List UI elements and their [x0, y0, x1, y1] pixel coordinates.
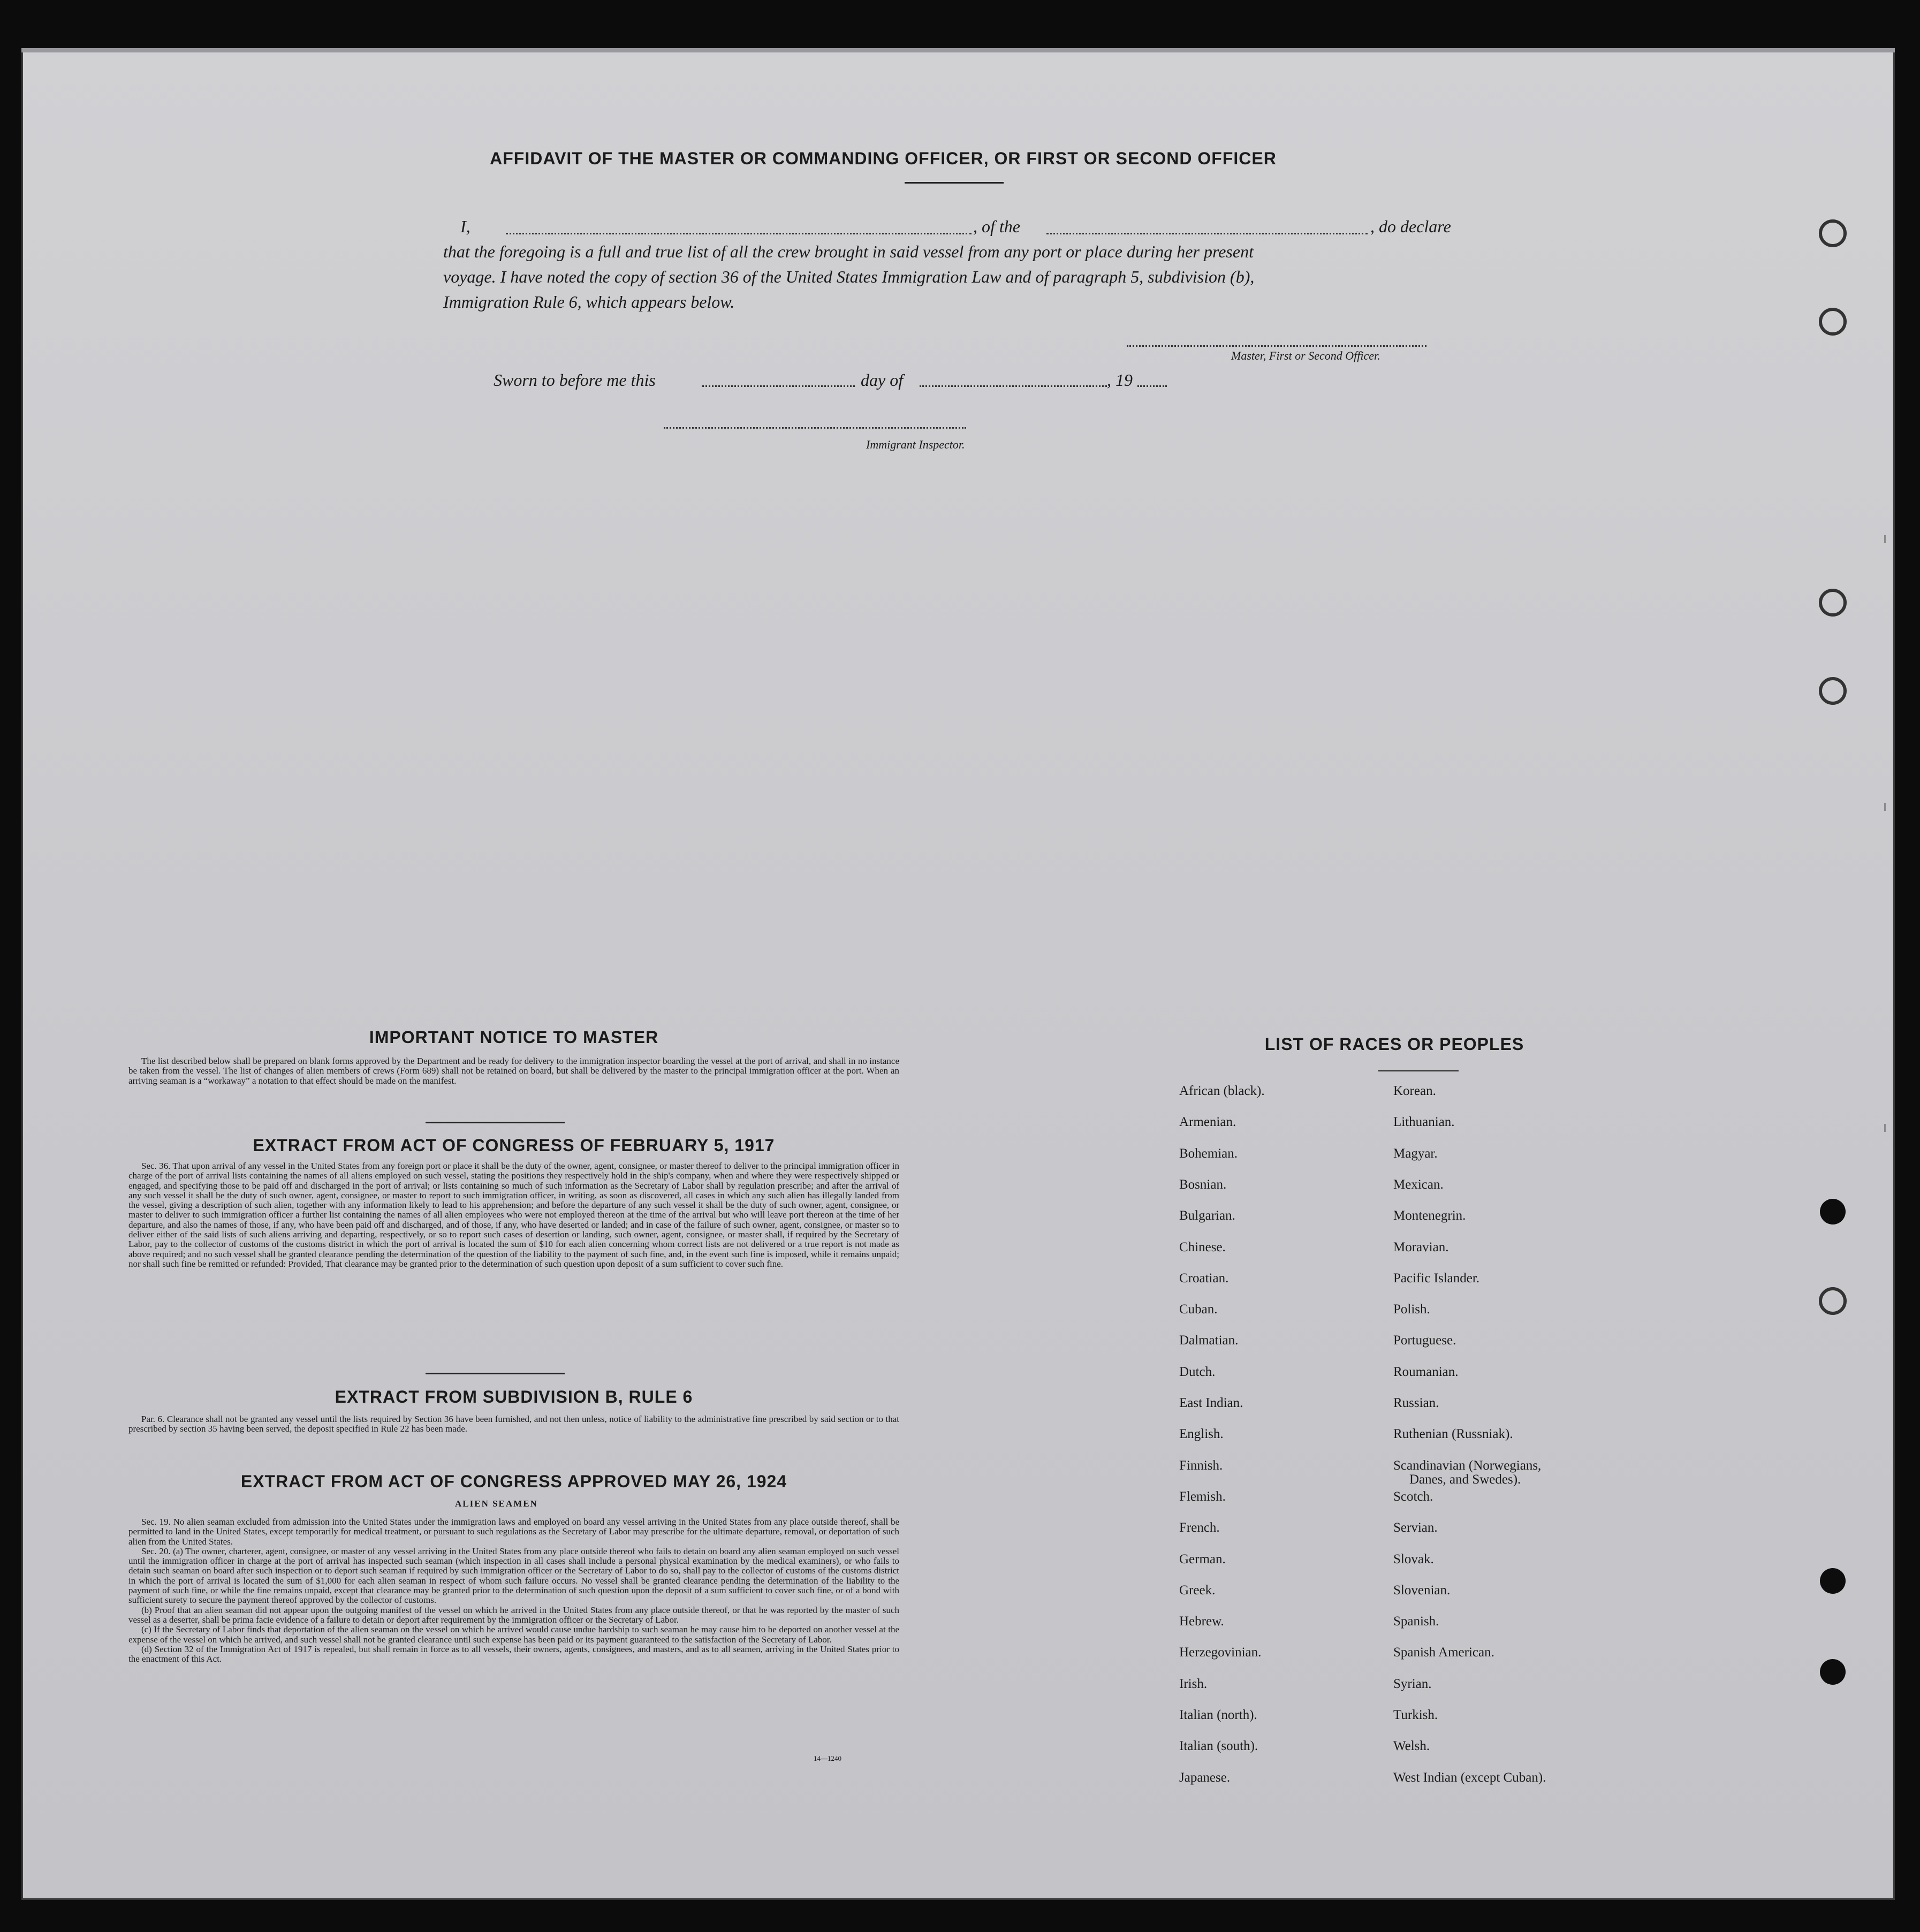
affidavit-of-the: , of the — [973, 217, 1020, 236]
race-item: Russian. — [1393, 1396, 1439, 1410]
binder-hole — [1819, 219, 1847, 247]
race-item: Servian. — [1393, 1520, 1438, 1535]
race-item: Slovenian. — [1393, 1583, 1451, 1598]
notice-title: IMPORTANT NOTICE TO MASTER — [369, 1028, 659, 1047]
race-item: Scotch. — [1393, 1489, 1433, 1504]
race-item: Cuban. — [1179, 1302, 1218, 1317]
edge-mark — [1884, 803, 1886, 811]
binder-hole — [1819, 1287, 1847, 1315]
sec-19: Sec. 19. No alien seaman excluded from admission into the United States under the immigration laws and employed on board any vessel arriving in the United States from any place outside thereof, shall be permitted to land in the United States, except temporarily for medical treatment, or pursuant to such regulations as the Secretary of Labor may prescribe for the ultimate departure, removal, or deportation of such alien from the United States. — [128, 1517, 899, 1547]
affidavit-do-declare: , do declare — [1370, 217, 1451, 236]
race-item: Flemish. — [1179, 1489, 1226, 1504]
binder-hole — [1819, 308, 1847, 336]
race-item: Dutch. — [1179, 1364, 1216, 1379]
race-item: Syrian. — [1393, 1676, 1432, 1691]
sec-20b: (b) Proof that an alien seaman did not appear upon the outgoing manifest of the vessel on which he arrived in the United States from any place outside thereof, or that he was reported by the master of such vessel as a deserter, shall be prima facie evidence of a failure to detain or deport after requirement by the immigration officer or the Secretary of Labor. — [128, 1604, 899, 1625]
edge-mark — [1884, 535, 1886, 543]
day-blank[interactable] — [702, 385, 855, 387]
sworn-prefix: Sworn to before me this — [494, 370, 656, 390]
name-blank[interactable] — [506, 233, 972, 234]
race-item-continuation: Danes, and Swedes). — [1409, 1472, 1521, 1487]
race-item: Dalmatian. — [1179, 1333, 1239, 1348]
race-item: Turkish. — [1393, 1708, 1438, 1722]
race-item: Greek. — [1179, 1583, 1216, 1598]
race-item: Mexican. — [1393, 1177, 1444, 1192]
race-item: German. — [1179, 1551, 1226, 1566]
inspector-label: Immigrant Inspector. — [866, 438, 965, 451]
race-item: African (black). — [1179, 1084, 1265, 1098]
divider — [905, 182, 1004, 184]
race-item: Ruthenian (Russniak). — [1393, 1427, 1513, 1442]
race-item: Bulgarian. — [1179, 1208, 1235, 1223]
month-blank[interactable] — [920, 385, 1107, 387]
affidavit-line-3: voyage. I have noted the copy of section 36 of the United States Immigration Law and of paragraph 5, subdivision (b), — [443, 267, 1255, 286]
divider — [426, 1373, 565, 1374]
extract-1924-subtitle: ALIEN SEAMEN — [455, 1499, 538, 1509]
extract-1917-text: Sec. 36. That upon arrival of any vessel in the United States from any foreign port or place it shall be the duty of the owner, agent, consignee, or master thereof to deliver to the principal immigration officer in charge of the port of arrival lists containing the names of all aliens employed on such vessel, stating the positions they respectively hold in the ship's company, when and where they were respectively shipped or engaged, and specifying those to be paid off and discharged in the port of arrival; or lists containing so much of such information as the Secretary of Labor shall by regulation prescribe; and after the arrival of any such vessel it shall be the duty of such owner, agent, consignee, or master to report to such immigration officer, in writing, as soon as discovered, all cases in which any such alien has illegally landed from the vessel, giving a description of such alien, together with any information likely to lead to his apprehension; and before the departure of any such vessel it shall be the duty of such owner, agent, consignee, or master to deliver to such immigration officer a further list containing the names of all alien employees who were not employed thereon at the time of the arrival but who will leave port thereon at the time of her departure, and also the names of those, if any, who have been paid off and discharged, and of those, if any, who have deserted or landed; and in case of the failure of such owner, agent, consignee, or master so to deliver either of the said lists of such aliens arriving and departing, respectively, or so to report such cases of desertion or landing, such owner, agent, consignee, or master shall, if required by the Secretary of Labor, pay to the collector of customs of the customs district in which the port of arrival is located the sum of $10 for each alien concerning whom correct lists are not delivered or a true report is not made as above required; and no such vessel shall be granted clearance pending the determination of the question of the liability to the payment of such fine, and, in the event such fine is imposed, while it remains unpaid; nor shall such fine be remitted or refunded: Provided, That clearance may be granted prior to the determination of such question upon deposit of a sum sufficient to cover such fine. — [128, 1161, 899, 1269]
race-item: Scandinavian (Norwegians, — [1393, 1458, 1542, 1473]
race-item: Lithuanian. — [1393, 1115, 1455, 1130]
form-number: 14—1240 — [814, 1754, 841, 1762]
sec-20d: (d) Section 32 of the Immigration Act of 1917 is repealed, but shall remain in force as to all vessels, their owners, agents, consignees, and masters, and as to all seamen, arriving in the United States prior to the enactment of this Act. — [128, 1644, 899, 1664]
affidavit-title: AFFIDAVIT OF THE MASTER OR COMMANDING OFFICER, OR FIRST OR SECOND OFFICER — [490, 149, 1277, 168]
race-item: Chinese. — [1179, 1239, 1226, 1254]
race-item: Welsh. — [1393, 1739, 1430, 1754]
sworn-year: , 19 — [1107, 370, 1133, 390]
extract-1924-title: EXTRACT FROM ACT OF CONGRESS APPROVED MAY 26, 1924 — [240, 1472, 787, 1491]
race-item: Polish. — [1393, 1302, 1430, 1317]
extract-1917-title: EXTRACT FROM ACT OF CONGRESS OF FEBRUARY 5, 1917 — [253, 1136, 775, 1155]
race-item: Spanish. — [1393, 1614, 1439, 1629]
race-item: Irish. — [1179, 1676, 1208, 1691]
race-item: French. — [1179, 1520, 1220, 1535]
binder-hole — [1820, 1659, 1846, 1685]
vessel-blank[interactable] — [1046, 233, 1368, 234]
race-item: East Indian. — [1179, 1396, 1243, 1410]
divider — [426, 1122, 565, 1123]
race-item: Spanish American. — [1393, 1645, 1494, 1660]
affidavit-i: I, — [460, 217, 470, 236]
race-item: Hebrew. — [1179, 1614, 1224, 1629]
affidavit-line-4: Immigration Rule 6, which appears below. — [443, 292, 735, 311]
notice-text: The list described below shall be prepared on blank forms approved by the Department and be ready for delivery to the immigration inspector boarding the vessel at the port of arrival, and shall in no instance be taken from the vessel. The list of changes of alien members of crews (Form 689) shall not be retained on board, but shall be delivered by the master to the principal immigration officer at the port. When an arriving seaman is a “workaway” a notation to that effect should be made on the manifest. — [128, 1056, 899, 1086]
races-title: LIST OF RACES OR PEOPLES — [1264, 1035, 1524, 1054]
race-item: Bohemian. — [1179, 1146, 1238, 1161]
year-blank[interactable] — [1137, 385, 1167, 387]
race-item: Korean. — [1393, 1084, 1436, 1098]
race-item: Italian (south). — [1179, 1739, 1258, 1754]
binder-hole — [1820, 1568, 1846, 1594]
race-item: Japanese. — [1179, 1770, 1231, 1785]
race-item: Bosnian. — [1179, 1177, 1227, 1192]
race-item: Croatian. — [1179, 1271, 1229, 1286]
race-item: Slovak. — [1393, 1551, 1434, 1566]
extract-1924-text — [128, 1517, 899, 1664]
race-item: Montenegrin. — [1393, 1208, 1466, 1223]
binder-hole — [1820, 1199, 1846, 1224]
race-item: Moravian. — [1393, 1239, 1449, 1254]
signature-blank[interactable] — [1127, 345, 1426, 347]
extract-rule6-title: EXTRACT FROM SUBDIVISION B, RULE 6 — [335, 1387, 693, 1406]
binder-hole — [1819, 677, 1847, 705]
race-item: Roumanian. — [1393, 1364, 1459, 1379]
signature-label: Master, First or Second Officer. — [1231, 349, 1380, 362]
race-item: English. — [1179, 1427, 1224, 1442]
extract-rule6-text: Par. 6. Clearance shall not be granted any vessel until the lists required by Section 36 have been furnished, and not then unless, notice of liability to the administrative fine prescribed by said section or to that prescribed by section 35 having been served, the deposit specified in Rule 22 has been made. — [128, 1414, 899, 1434]
affidavit-line-2: that the foregoing is a full and true list of all the crew brought in said vessel from any port or place during her present — [443, 242, 1254, 261]
inspector-blank[interactable] — [664, 427, 966, 429]
sec-20a: Sec. 20. (a) The owner, charterer, agent, consignee, or master of any vessel arriving in the United States from any place outside thereof who fails to detain on board any alien seaman employed on such vessel until the immigration officer in charge at the port of arrival has inspected such seaman (which inspection in all cases shall include a personal physical examination by the medical examiners), or who fails to detain such seaman on board after such inspection or to deport such seaman if required by such immigration officer or the Secretary of Labor to do so, shall pay to the collector of customs of the customs district in which the port of arrival is located the sum of $1,000 for each alien seaman in respect of whom such failure occurs. No vessel shall be granted clearance pending the determination of the liability to the payment of such fine, or while the fine remains unpaid, except that clearance may be granted prior to the determination of such question upon the deposit of a sum sufficient to cover such fine, or of a bond with sufficient surety to secure the payment thereof approved by the collector of customs. — [128, 1546, 899, 1606]
race-item: West Indian (except Cuban). — [1393, 1770, 1546, 1785]
sworn-day-of: day of — [861, 370, 904, 390]
sec-20c: (c) If the Secretary of Labor finds that deportation of the alien seaman on the vessel on which he arrived would cause undue hardship to such seaman he may cause him to be deported on another vessel at the expense of the vessel on which he arrived, and such vessel shall not be granted clearance until such expense has been paid or its payment guaranteed to the satisfaction of the Secretary of Labor. — [128, 1624, 899, 1645]
edge-mark — [1884, 1124, 1886, 1132]
race-item: Pacific Islander. — [1393, 1271, 1480, 1286]
divider — [1378, 1070, 1459, 1071]
race-item: Portuguese. — [1393, 1333, 1456, 1348]
binder-hole — [1819, 589, 1847, 617]
race-item: Armenian. — [1179, 1115, 1236, 1130]
race-item: Herzegovinian. — [1179, 1645, 1262, 1660]
race-item: Finnish. — [1179, 1458, 1223, 1473]
race-item: Magyar. — [1393, 1146, 1438, 1161]
race-item: Italian (north). — [1179, 1708, 1257, 1722]
